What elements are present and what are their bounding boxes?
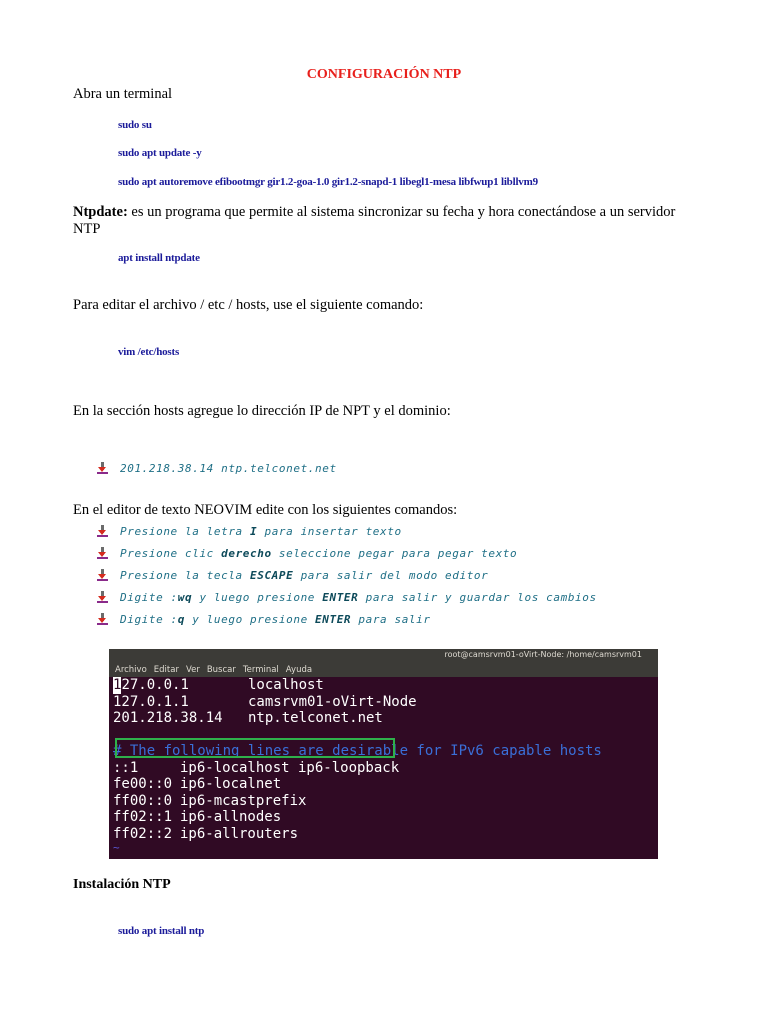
editor-step-text: Presione clic derecho seleccione pegar para pegar texto — [120, 546, 518, 560]
ipv6-line: ff02::1 ip6-allnodes — [113, 809, 282, 825]
hosts-line: 127.0.0.1 localhost — [113, 677, 324, 693]
list-item-editor-step — [96, 545, 517, 561]
command-sudo-su: sudo su — [118, 119, 152, 131]
down-arrow-bullet-icon — [96, 612, 110, 626]
list-item-editor-step — [96, 611, 431, 627]
list-item-editor-step — [96, 523, 402, 539]
hosts-line-highlighted: 201.218.38.14 ntp.telconet.net — [113, 710, 383, 726]
command-install-ntpdate: apt install ntpdate — [118, 252, 200, 264]
down-arrow-bullet-icon — [96, 461, 110, 475]
host-entry-text: 201.218.38.14 ntp.telconet.net — [120, 461, 337, 475]
editor-step-text: Digite :wq y luego presione ENTER para salir y guardar los cambios — [120, 590, 597, 604]
list-item-host-entry — [96, 460, 337, 476]
ntpdate-description: es un programa que permite al sistema sincronizar su fecha y hora conectándose a un servidor NTP — [73, 204, 676, 237]
ipv6-line: fe00::0 ip6-localnet — [113, 776, 282, 792]
text-cursor: 1 — [113, 677, 122, 693]
terminal-window-title: root@camsrvm01-oVirt-Node: /home/camsrvm01 — [444, 650, 642, 659]
menu-item-buscar[interactable]: Buscar — [206, 665, 236, 675]
ntpdate-paragraph — [73, 204, 693, 238]
editor-step-text: Presione la letra I para insertar texto — [120, 524, 402, 538]
terminal-content — [113, 677, 658, 854]
editor-step-text: Presione la tecla ESCAPE para salir del modo editor — [120, 568, 489, 582]
down-arrow-bullet-icon — [96, 590, 110, 604]
vim-empty-line-tilde: ~ — [113, 841, 120, 854]
menu-item-editar[interactable]: Editar — [153, 665, 179, 675]
list-item-editor-step — [96, 589, 597, 605]
terminal-screenshot — [109, 649, 658, 859]
command-install-ntp: sudo apt install ntp — [118, 925, 205, 937]
ipv6-comment: # The following lines are desirable for IPv6 capable hosts — [113, 743, 602, 759]
editor-step-text: Digite :q y luego presione ENTER para salir — [120, 612, 431, 626]
menu-item-ver[interactable]: Ver — [185, 665, 200, 675]
list-item-editor-step — [96, 567, 488, 583]
menu-item-archivo[interactable]: Archivo — [115, 665, 147, 675]
intro-text: Abra un terminal — [73, 86, 173, 102]
hosts-section-instruction: En la sección hosts agregue lo dirección IP de NPT y el dominio: — [73, 403, 451, 419]
terminal-title-bar — [109, 649, 658, 663]
down-arrow-bullet-icon — [96, 568, 110, 582]
hosts-line: 127.0.1.1 camsrvm01-oVirt-Node — [113, 693, 417, 710]
terminal-menu-bar — [109, 663, 658, 677]
install-ntp-heading: Instalación NTP — [73, 877, 171, 892]
command-apt-autoremove: sudo apt autoremove efibootmgr gir1.2-goa-1.0 gir1.2-snapd-1 libegl1-mesa libfwup1 libllvm9 — [118, 176, 538, 188]
ntpdate-term: Ntpdate: — [73, 204, 128, 220]
ipv6-line: ff02::2 ip6-allrouters — [113, 825, 299, 842]
menu-item-ayuda[interactable]: Ayuda — [285, 665, 313, 675]
ipv6-line: ff00::0 ip6-mcastprefix — [113, 792, 307, 809]
command-apt-update: sudo apt update -y — [118, 147, 202, 159]
command-vim-hosts: vim /etc/hosts — [118, 346, 180, 358]
down-arrow-bullet-icon — [96, 546, 110, 560]
page-title: CONFIGURACIÓN NTP — [306, 67, 462, 82]
ipv6-line: ::1 ip6-localhost ip6-loopback — [113, 759, 400, 776]
highlight-box — [115, 738, 395, 758]
down-arrow-bullet-icon — [96, 524, 110, 538]
hosts-instruction: Para editar el archivo / etc / hosts, use el siguiente comando: — [73, 297, 424, 313]
menu-item-terminal[interactable]: Terminal — [242, 665, 279, 675]
editor-instruction: En el editor de texto NEOVIM edite con los siguientes comandos: — [73, 502, 458, 518]
